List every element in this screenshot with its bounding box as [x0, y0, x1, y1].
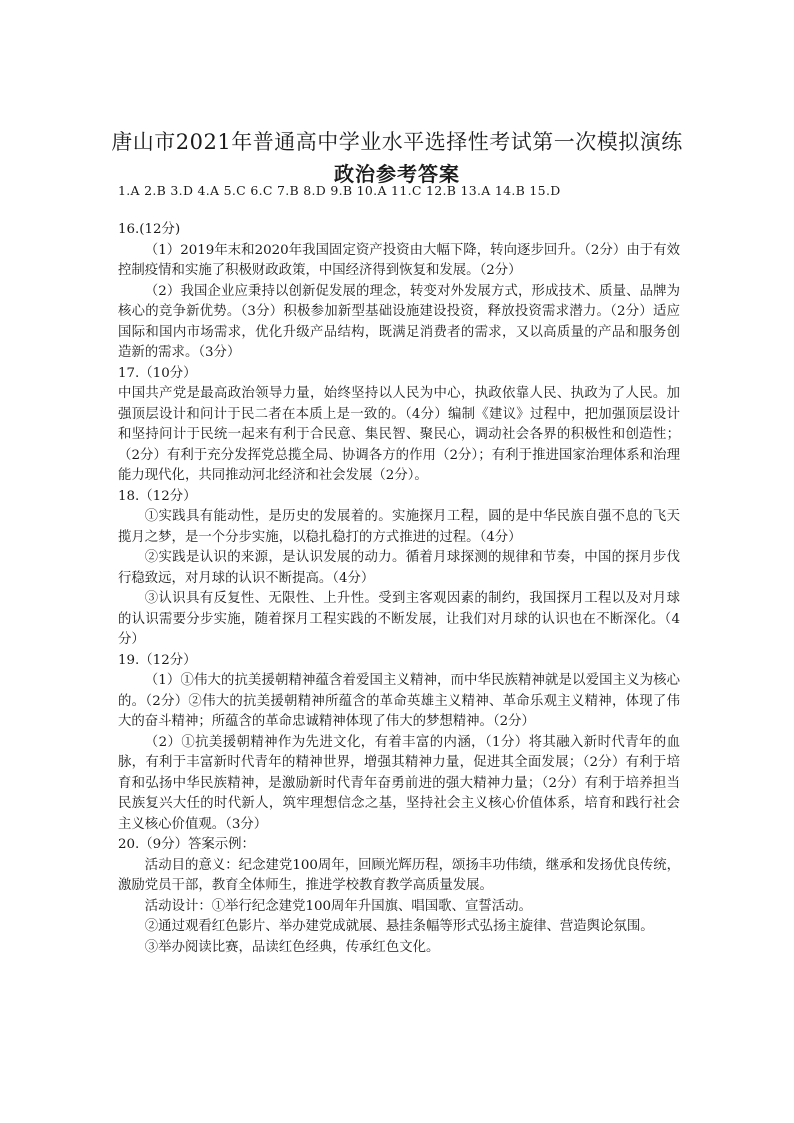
question-19-part-1: （1）①伟大的抗美援朝精神蕴含着爱国主义精神，而中华民族精神就是以爱国主义为核心的。（2分）②伟大的抗美援朝精神所蕴含的革命英雄主义精神、革命乐观主义精神，体现了伟大的奋斗精神；所蕴含的革命忠诚精神体现了伟大的梦想精神。（2分） — [118, 673, 680, 729]
question-17-heading: 17.（10分） — [118, 365, 197, 381]
question-20-design-2: ②通过观看红色影片、举办建党成就展、悬挂条幅等形式弘扬主旋律、营造舆论氛围。 — [144, 919, 654, 934]
answer-body — [118, 220, 680, 958]
question-16-heading: 16.(12分) — [118, 222, 181, 237]
question-18-point-1: ①实践具有能动性，是历史的发展着的。实施探月工程，圆的是中华民族自强不息的飞天揽月之梦，是一个分步实施，以稳扎稳打的方式推进的过程。（4分） — [118, 509, 680, 545]
question-16-part-2: （2）我国企业应秉持以创新促发展的理念，转变对外发展方式，形成技术、质量、品牌为核心的竞争新优势。（3分）积极参加新型基础设施建设投资，释放投资需求潜力。（2分）适应国际和国内市场需求，优化升级产品结构，既满足消费者的需求，又以高质量的产品和服务创造新的需求。（3分） — [118, 283, 680, 360]
question-19 — [118, 651, 680, 836]
question-19-part-2: （2）①抗美援朝精神作为先进文化，有着丰富的内涵，（1分）将其融入新时代青年的血脉，有利于丰富新时代青年的精神世界，增强其精神力量，促进其全面发展；（2分）有利于培育和弘扬中华民族精神，是激励新时代青年奋勇前进的强大精神力量；（2分）有利于培养担当民族复兴大任的时代新人，筑牢理想信念之基，坚持社会主义核心价值体系，培育和践行社会主义核心价值观。（3分） — [118, 734, 680, 832]
question-16 — [118, 220, 680, 364]
question-18-point-2: ②实践是认识的来源，是认识发展的动力。循着月球探测的规律和节奏，中国的探月步伐行稳致远，对月球的认识不断提高。（4分） — [118, 550, 680, 586]
question-18-point-3: ③认识具有反复性、无限性、上升性。受到主客观因素的制约，我国探月工程以及对月球的认识需要分步实施，随着探月工程实践的不断发展，让我们对月球的认识也在不断深化。（4分） — [118, 591, 680, 647]
document-title: 唐山市2021年普通高中学业水平选择性考试第一次模拟演练 — [111, 130, 683, 154]
question-20-design-3: ③举办阅读比赛，品读红色经典，传承红色文化。 — [144, 939, 440, 955]
question-20 — [118, 835, 680, 958]
question-19-heading: 19.（12分） — [118, 652, 197, 668]
question-20-purpose: 活动目的意义：纪念建党100周年，回顾光辉历程，颂扬丰功伟绩，继承和发扬优良传统，激励党员干部，教育全体师生，推进学校教育教学高质量发展。 — [118, 857, 680, 893]
question-20-heading: 20.（9分）答案示例： — [118, 837, 255, 852]
question-18-heading: 18.（12分） — [118, 488, 197, 504]
document-subtitle: 政治参考答案 — [334, 162, 460, 186]
question-20-design-1: 活动设计：①举行纪念建党100周年升国旗、唱国歌、宣誓活动。 — [144, 898, 532, 914]
question-17-answer: 中国共产党是最高政治领导力量，始终坚持以人民为中心，执政依靠人民、执政为了人民。加强顶层设计和问计于民二者在本质上是一致的。（4分）编制《建议》过程中，把加强顶层设计和坚持问计于民统一起来有利于合民意、集民智、聚民心，调动社会各界的积极性和创造性；（2分）有利于充分发挥党总揽全局、协调各方的作用（2分）；有利于推进国家治理体系和治理能力现代化，共同推动河北经济和社会发展（2分）。 — [118, 386, 680, 483]
question-18 — [118, 487, 680, 651]
question-16-part-1: （1）2019年末和2020年我国固定资产投资由大幅下降，转向逐步回升。（2分）由于有效控制疫情和实施了积极财政政策，中国经济得到恢复和发展。（2分） — [118, 242, 680, 278]
multiple-choice-answers: 1.A 2.B 3.D 4.A 5.C 6.C 7.B 8.D 9.B 10.A 11.C 12.B 13.A 14.B 15.D — [118, 183, 561, 198]
question-17 — [118, 364, 680, 487]
